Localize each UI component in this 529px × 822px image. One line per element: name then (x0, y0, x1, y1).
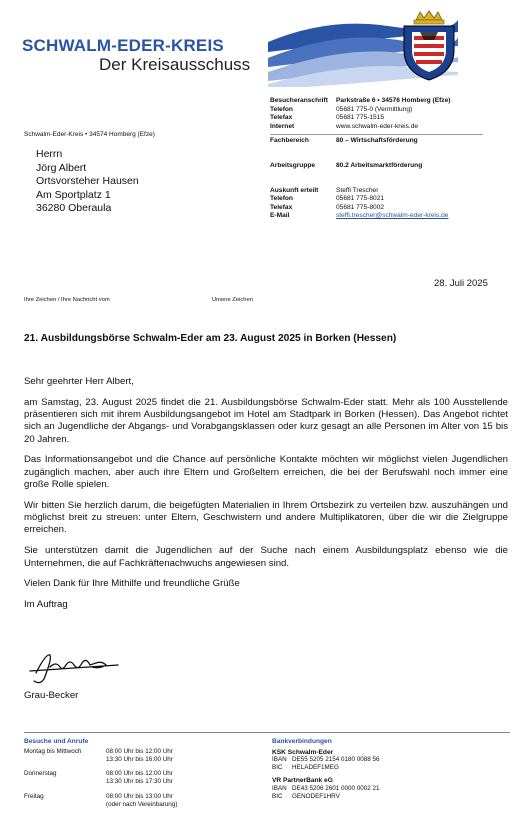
info-label: Auskunft erteilt (270, 186, 319, 194)
bic-value: HELADEF1MEG (292, 763, 339, 771)
hours-day: Montag bis Mittwoch (24, 748, 82, 755)
recipient-line: Am Sportplatz 1 (36, 188, 111, 201)
bic-label: BIC (272, 763, 283, 771)
im-auftrag: Im Auftrag (24, 599, 68, 611)
closing: Vielen Dank für Ihre Mithilfe und freundliche Grüße (24, 578, 240, 590)
hours-time: 13:30 Uhr bis 16:00 Uhr (106, 755, 173, 763)
ref-yours-label: Ihre Zeichen / Ihre Nachricht vom (24, 297, 110, 303)
org-subtitle: Der Kreisausschuss (99, 55, 251, 74)
info-value: Steffi Trescher (336, 186, 379, 194)
info-value: 05681 775-8021 (336, 195, 385, 203)
bank-name: KSK Schwalm-Eder (272, 748, 334, 756)
divider (270, 134, 483, 135)
info-value: 05681 775-1515 (336, 114, 385, 122)
info-value: 05681 775-8002 (336, 203, 385, 211)
body-paragraph: Das Informationsangebot und die Chance auf persönliche Kontakte möchten wir möglichst vielen Jugendlichen zugänglich machen, aber auch ihre Eltern und Großeltern erreichen, die bei der Berufswahl noch immer eine große Rolle spielen. (24, 454, 508, 491)
greeting: Sehr geehrter Herr Albert, (24, 376, 134, 387)
hours-row (24, 748, 173, 763)
body-paragraph: Sie unterstützen damit die Jugendlichen auf der Suche nach einem Ausbildungsplatz ebenso wie die Unternehmen, die auf Fachkräftenachwuchs angewiesen sind. (24, 545, 508, 569)
letter-body (24, 376, 508, 620)
ref-ours-label: Unsere Zeichen (212, 297, 253, 303)
hours-row (24, 770, 173, 785)
info-label: Telefax (270, 203, 293, 211)
info-value: 05681 775-0 (Vermittlung) (336, 105, 413, 113)
bank-title: Bankverbindungen (272, 738, 332, 745)
coat-of-arms-icon (398, 10, 460, 82)
info-value: www.schwalm-eder-kreis.de (336, 122, 419, 130)
iban-label: IBAN (272, 784, 287, 792)
hours-time: 08:00 Uhr bis 12:00 Uhr (106, 770, 173, 777)
hours-day: Freitag (24, 793, 44, 800)
info-value: 80.2 Arbeitsmarktförderung (336, 161, 423, 169)
info-label: Telefon (270, 105, 293, 113)
iban-value: DE43 5206 2601 0000 0002 21 (292, 784, 380, 792)
hours-day: Donnerstag (24, 770, 57, 777)
footer-divider (24, 732, 510, 733)
hours-time: 13:30 Uhr bis 17:30 Uhr (106, 777, 173, 785)
hours-time: 08:00 Uhr bis 13:00 Uhr (106, 793, 173, 800)
info-value: Parkstraße 6 • 34576 Homberg (Efze) (336, 97, 451, 104)
recipient-line: 36280 Oberaula (36, 202, 112, 214)
iban-value: DE55 5205 2154 0180 0088 56 (292, 756, 380, 764)
info-label: Telefon (270, 195, 293, 203)
body-paragraph: Wir bitten Sie herzlich darum, die beigefügten Materialien in Ihrem Ortsbezirk zu verteilen bzw. auszuhängen und möglichst breit zu streuen: unter Eltern, Geschwistern und andere Multiplikatoren, über die wir die Zielgruppe erreichen. (24, 499, 508, 536)
iban-label: IBAN (272, 756, 287, 764)
bank-name: VR PartnerBank eG (272, 777, 333, 785)
bank-block (272, 738, 380, 800)
recipient-line: Jörg Albert (36, 161, 87, 174)
sender-line: Schwalm-Eder-Kreis • 34574 Homberg (Efze) (24, 131, 155, 138)
letter-date: 28. Juli 2025 (434, 278, 488, 289)
bic-value: GENODEF1HRV (292, 792, 340, 800)
info-value: 80 – Wirtschaftsförderung (336, 137, 418, 145)
bic-label: BIC (272, 792, 283, 800)
hours-time: 08:00 Uhr bis 12:00 Uhr (106, 748, 173, 755)
recipient-address (36, 148, 139, 216)
letter-subject: 21. Ausbildungsbörse Schwalm-Eder am 23. August 2025 in Borken (Hessen) (24, 333, 397, 344)
body-paragraph: am Samstag, 23. August 2025 findet die 21. Ausbildungsbörse Schwalm-Eder statt. Mehr als 100 Ausstellende präsentieren sich mit ihrem Ausbildungsangebot im Hotel am Stadtpark in Borken (Hessen). Das Angebot richtet sich an Jugendliche der Abgangs- und Vorabgangsklassen oder kurz gesagt an alle Personen im Alter von 15 bis 20 Jahren. (24, 396, 508, 445)
info-label: Besucheranschrift (270, 97, 328, 104)
info-label: Telefax (270, 114, 293, 122)
email-link[interactable]: steffi.trescher@schwalm-eder-kreis.de (336, 212, 449, 220)
info-label: E-Mail (270, 212, 290, 220)
hours-row (24, 793, 177, 808)
info-label: Arbeitsgruppe (270, 161, 316, 169)
recipient-line: Ortsvorsteher Hausen (36, 175, 139, 187)
info-label: Internet (270, 122, 295, 130)
hours-title: Besuche und Anrufe (24, 738, 89, 745)
hours-time: (oder nach Vereinbarung) (106, 800, 178, 808)
info-block (270, 97, 483, 221)
info-label: Fachbereich (270, 137, 309, 145)
recipient-line: Herrn (36, 148, 63, 160)
signer-name: Grau-Becker (24, 690, 79, 701)
org-name: SCHWALM-EDER-KREIS (22, 36, 224, 55)
signature-icon (26, 645, 122, 687)
